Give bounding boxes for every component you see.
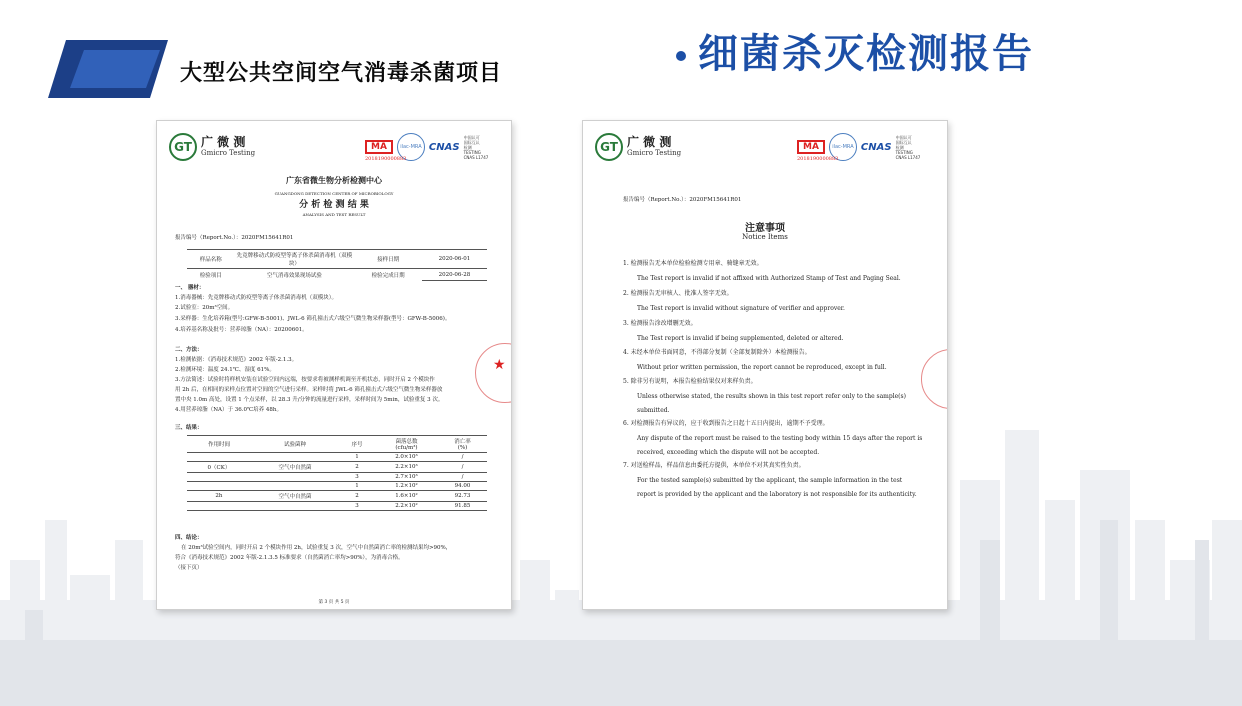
notice-item: 6. 对检测报告有异议的，应于收到报告之日起十五日内提出，逾期不予受理。 Any dispute of the report must be raised to the testing body within 15 days after the report is received, exceeding which the dispute will not be accepted. <box>623 420 923 457</box>
section-1-line: 4.培养基名称及批号：营养琼脂（NA）：20200601。 <box>175 327 308 333</box>
notice-item: 3. 检测报告涂改增删无效。 The Test report is invalid if being supplemented, deleted or altered. <box>623 320 844 342</box>
brand-logo <box>48 40 168 98</box>
official-seal-stamp <box>475 343 512 403</box>
notice-item: 2. 检测报告无审核人、批准人签字无效。 The Test report is invalid without signature of verifier and approver. <box>623 290 845 312</box>
lab-name-en: Gmicro Testing <box>201 149 256 157</box>
page-footer: 第 3 页 共 5 页 <box>318 600 350 605</box>
certification-logos <box>797 133 920 161</box>
section-2-line: 4.用营养琼脂（NA）于 36.0℃培养 48h。 <box>175 407 282 413</box>
seal-star-icon: ★ <box>493 357 506 373</box>
center-name: 广东省微生物分析检测中心 <box>286 175 382 185</box>
project-title: 大型公共空间空气消毒杀菌项目 <box>180 61 503 86</box>
notice-item: 5. 除非另有说明，本报告检验结果仅对来样负责。 Unless otherwise stated, the results shown in this test report refer only to the sample(s) submitted. <box>623 378 906 415</box>
section-2-line: 3.方法简述：试验时将样机安装在试验空间内远端，按要求将被测样机调至开机状态，同时开启 2 个模块作 <box>175 377 435 383</box>
title-bullet-icon <box>676 51 686 61</box>
table-row: 1 1.2×10² 94.00 <box>187 482 487 491</box>
ilac-mra-icon: ilac-MRA <box>397 133 425 161</box>
cma-number: 2018190000883 <box>797 156 839 162</box>
result-title-en: ANALYSIS AND TEST RESULT <box>302 212 366 217</box>
lab-name: 广 微 测 <box>627 135 672 149</box>
analysis-result-page <box>156 120 512 610</box>
section-4-line: （接下页） <box>175 565 203 571</box>
cnas-side-text: 中国认可 国际互认 检测 TESTING CNAS L1747 <box>895 134 921 160</box>
section-2-line: 置中央 1.0m 高处，设置 1 个点采样，以 28.3 升/分钟的流量进行采样，采样时间为 5min，试验重复 3 次。 <box>175 397 444 403</box>
section-2-line: 2.检测环境：温度 24.1℃、湿度 61%。 <box>175 367 275 373</box>
section-2-line: 用 2h 后，在相同的采样点位置对空间的空气进行采样。采样时将 JWL-6 筛孔撞击式六级空气微生物采样器放 <box>175 387 443 393</box>
table-row: 3 2.2×10² 91.85 <box>187 502 487 511</box>
lab-name-en: Gmicro Testing <box>627 149 682 157</box>
section-1-line: 2.试验室：20m³空间。 <box>175 305 234 311</box>
notice-item: 4. 未经本单位书面同意，不得部分复制（全部复制除外）本检测报告。 Without prior written permission, the report cannot be reproduced, except in full. <box>623 349 887 371</box>
paging-seal-stamp <box>921 349 948 409</box>
report-title-text: 细菌杀灭检测报告 <box>698 31 1034 77</box>
report-title <box>676 22 1034 79</box>
lab-header <box>583 121 947 167</box>
notice-item: 1. 检测报告无本单位检验检测专用章、骑缝章无效。 The Test report is invalid if not affixed with Authorized Stamp of Test and Paging Seal. <box>623 260 901 282</box>
section-2-title: 二、方法： <box>175 347 203 353</box>
section-4-line: 在 20m³试验空间内，同时开启 2 个模块作用 2h，试验重复 3 次，空气中自然菌消亡率的检测结果均>90%， <box>181 545 452 551</box>
section-4-line: 符合《消毒技术规范》2002 年版-2.1.3.5 标准要求（自然菌消亡率均>90%），为消毒合格。 <box>175 555 404 561</box>
notice-title-en: Notice Items <box>742 233 788 241</box>
sample-info-table <box>187 249 487 281</box>
certification-logos <box>365 133 488 161</box>
table-header-row: 作用时间 试验菌种 序号 菌落总数 (cfu/m³) 消亡率 (%) <box>187 436 487 453</box>
info-row: 样品名称 先竟牌移动式防疫型等离子体杀菌消毒机（双模块） 接样日期 2020-06-01 <box>187 250 487 269</box>
lab-name: 广 微 测 <box>201 135 246 149</box>
notice-items-page <box>582 120 948 610</box>
cma-badge: MA <box>365 140 393 154</box>
cnas-badge: CNAS <box>428 141 460 153</box>
table-row: 0（CK） 空气中自然菌 2 2.2×10³ / <box>187 462 487 473</box>
gmicro-logo-icon: GT <box>169 133 197 161</box>
section-2-line: 1.检测依据：《消毒技术规范》2002 年版-2.1.3。 <box>175 357 298 363</box>
lab-header <box>157 121 511 167</box>
section-3-title: 三、结果： <box>175 425 203 431</box>
section-4-title: 四、结论： <box>175 535 203 541</box>
report-number: 报告编号（Report.No.）：2020FM15641R01 <box>623 197 742 203</box>
table-row: 2h 空气中自然菌 2 1.6×10² 92.73 <box>187 491 487 502</box>
result-title: 分 析 检 测 结 果 <box>299 200 369 210</box>
notice-item: 7. 对送检样品，样品信息由委托方提供，本单位不对其真实性负责。 For the tested sample(s) submitted by the applicant, the sample information in the test report is provided by the applicant and the laboratory is not responsible for its authenticity. <box>623 462 917 499</box>
report-number: 报告编号（Report.No.）：2020FM15641R01 <box>175 235 294 241</box>
table-row: 3 2.7×10³ / <box>187 473 487 482</box>
notice-title: 注意事项 <box>745 223 785 234</box>
center-name-en: GUANGDONG DETECTION CENTER OF MICROBIOLOGY <box>274 191 394 196</box>
section-1-line: 1.消毒器械：先竟牌移动式防疫型等离子体杀菌消毒机（双模块）。 <box>175 295 337 301</box>
info-row: 检验项目 空气消毒效果现场试验 检验完成日期 2020-06-28 <box>187 269 487 281</box>
section-1-title: 一、 器材： <box>175 285 205 291</box>
cnas-side-text: 中国认可 国际互认 检测 TESTING CNAS L1747 <box>463 134 489 160</box>
cma-number: 2018190000883 <box>365 156 407 162</box>
section-1-line: 3.采样器：生化培养箱(型号:GFW-B-5001)、JWL-6 筛孔撞击式六级空气微生物采样器(型号：GFW-B-5006)。 <box>175 316 451 322</box>
result-table <box>187 435 487 511</box>
ilac-mra-icon: ilac-MRA <box>829 133 857 161</box>
gmicro-logo-icon: GT <box>595 133 623 161</box>
cma-badge: MA <box>797 140 825 154</box>
table-row: 1 2.0×10³ / <box>187 453 487 462</box>
cnas-badge: CNAS <box>860 141 892 153</box>
